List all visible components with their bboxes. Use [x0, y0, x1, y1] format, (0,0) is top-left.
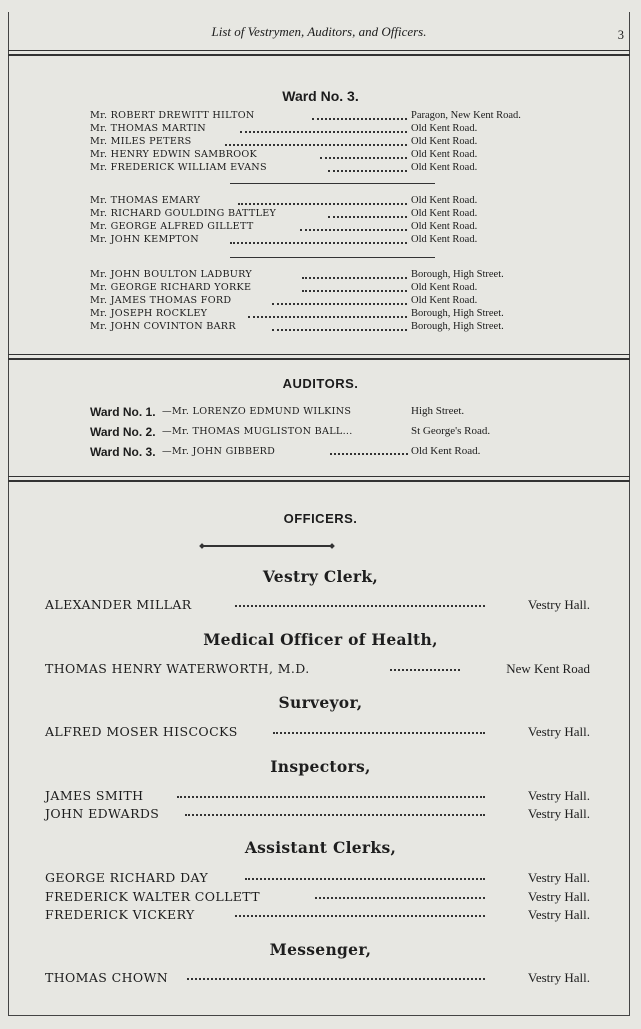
vestryman-row — [90, 269, 560, 282]
officer-name: ALFRED MOSER HISCOCKS — [45, 724, 238, 739]
inspectors-title: Inspectors, — [270, 757, 371, 776]
leader-dots — [185, 814, 485, 816]
leader-dots — [240, 131, 407, 133]
vestryman-name: Mr. RICHARD GOULDING BATTLEY — [90, 208, 277, 219]
auditor-name: —Mr. LORENZO EDMUND WILKINS — [162, 406, 352, 417]
vestryman-name: Mr. JOSEPH ROCKLEY — [90, 308, 208, 319]
auditor-name: —Mr. JOHN GIBBERD — [162, 446, 276, 457]
auditor-row — [90, 405, 550, 420]
medical-officer-title: Medical Officer of Health, — [203, 630, 438, 649]
officer-row — [45, 889, 590, 905]
leader-dots — [272, 303, 407, 305]
auditor-row — [90, 445, 550, 460]
vestryman-name: Mr. FREDERICK WILLIAM EVANS — [90, 162, 267, 173]
officer-address: Vestry Hall. — [527, 788, 590, 803]
assistant-clerks-title: Assistant Clerks, — [244, 838, 397, 857]
vestryman-address: Old Kent Road. — [411, 123, 478, 134]
vestryman-address: Borough, High Street. — [411, 308, 504, 319]
page-number: 3 — [617, 28, 624, 42]
officer-row — [45, 597, 590, 613]
officer-address: Vestry Hall. — [527, 870, 590, 885]
leader-dots — [248, 316, 407, 318]
running-head: List of Vestrymen, Auditors, and Officers. — [211, 24, 427, 39]
auditor-address: St George's Road. — [411, 425, 491, 437]
leader-dots — [230, 242, 407, 244]
vestryman-address: Old Kent Road. — [411, 195, 478, 206]
vestryman-row — [90, 208, 560, 221]
auditor-ward: Ward No. 2. — [90, 425, 156, 439]
vestryman-row — [90, 308, 560, 321]
vestryman-name: Mr. THOMAS MARTIN — [90, 123, 206, 134]
vestryman-name: Mr. HENRY EDWIN SAMBROOK — [90, 149, 258, 160]
vestryman-address: Old Kent Road. — [411, 136, 478, 147]
vestryman-name: Mr. JOHN KEMPTON — [90, 234, 199, 245]
section-rule — [8, 354, 630, 355]
vestryman-row — [90, 136, 560, 149]
leader-dots — [300, 229, 407, 231]
vestryman-address: Old Kent Road. — [411, 234, 478, 245]
vestryman-name: Mr. THOMAS EMARY — [90, 195, 201, 206]
leader-dots — [315, 897, 485, 899]
officer-row — [45, 970, 590, 986]
vestryman-address: Borough, High Street. — [411, 269, 504, 280]
vestryman-name: Mr. GEORGE RICHARD YORKE — [90, 282, 252, 293]
vestryman-address: Old Kent Road. — [411, 221, 478, 232]
section-rule — [8, 476, 630, 477]
leader-dots — [235, 605, 485, 607]
ward-heading: Ward No. 3. — [282, 88, 359, 104]
auditor-ward: Ward No. 3. — [90, 445, 156, 459]
leader-dots — [330, 453, 408, 455]
officer-address: New Kent Road — [506, 661, 590, 676]
leader-dots — [272, 329, 407, 331]
header-rule-double — [8, 54, 630, 56]
section-rule-double — [8, 480, 630, 482]
vestryman-address: Old Kent Road. — [411, 162, 478, 173]
vestryman-name: Mr. ROBERT DREWITT HILTON — [90, 110, 255, 121]
vestryman-row — [90, 149, 560, 162]
officer-name: THOMAS CHOWN — [45, 970, 169, 985]
officer-address: Vestry Hall. — [527, 597, 590, 612]
officer-address: Vestry Hall. — [527, 970, 590, 985]
leader-dots — [225, 144, 407, 146]
officer-row — [45, 724, 590, 740]
leader-dots — [390, 669, 460, 671]
surveyor-title: Surveyor, — [278, 693, 363, 712]
vestryman-row — [90, 282, 560, 295]
vestryman-name: Mr. MILES PETERS — [90, 136, 192, 147]
leader-dots — [328, 170, 407, 172]
officer-name: FREDERICK VICKERY — [45, 907, 195, 922]
section-rule-double — [8, 358, 630, 360]
officer-name: THOMAS HENRY WATERWORTH, M.D. — [45, 661, 310, 676]
officer-address: Vestry Hall. — [527, 889, 590, 904]
group-divider — [230, 183, 435, 184]
group-divider — [230, 257, 435, 258]
officer-row — [45, 788, 590, 804]
officer-address: Vestry Hall. — [527, 907, 590, 922]
vestryman-name: Mr. JOHN COVINTON BARR — [90, 321, 236, 332]
officer-row — [45, 907, 590, 923]
vestryman-row — [90, 123, 560, 136]
leader-dots — [302, 290, 407, 292]
messenger-title: Messenger, — [269, 940, 372, 959]
leader-dots — [302, 277, 407, 279]
vestryman-row — [90, 321, 560, 334]
leader-dots — [312, 118, 407, 120]
ornamental-rule — [202, 545, 332, 547]
vestry-clerk-title: Vestry Clerk, — [262, 567, 379, 586]
leader-dots — [273, 732, 485, 734]
auditor-address: Old Kent Road. — [411, 445, 481, 457]
vestryman-row — [90, 221, 560, 234]
vestryman-address: Borough, High Street. — [411, 321, 504, 332]
vestryman-address: Paragon, New Kent Road. — [411, 110, 521, 121]
officer-name: FREDERICK WALTER COLLETT — [45, 889, 261, 904]
leader-dots — [235, 915, 485, 917]
vestryman-row — [90, 295, 560, 308]
officer-row — [45, 870, 590, 886]
vestryman-row — [90, 110, 560, 123]
vestryman-name: Mr. JAMES THOMAS FORD — [90, 295, 232, 306]
officer-name: JOHN EDWARDS — [45, 806, 160, 821]
vestryman-address: Old Kent Road. — [411, 208, 478, 219]
leader-dots — [245, 878, 485, 880]
officer-name: ALEXANDER MILLAR — [45, 597, 192, 612]
vestryman-name: Mr. JOHN BOULTON LADBURY — [90, 269, 253, 280]
officer-name: GEORGE RICHARD DAY — [45, 870, 209, 885]
auditor-ward: Ward No. 1. — [90, 405, 156, 419]
officer-row — [45, 806, 590, 822]
officer-address: Vestry Hall. — [527, 806, 590, 821]
header-rule — [8, 50, 630, 51]
vestryman-address: Old Kent Road. — [411, 295, 478, 306]
leader-dots — [177, 796, 485, 798]
leader-dots — [320, 157, 407, 159]
vestryman-row — [90, 195, 560, 208]
auditor-row — [90, 425, 550, 440]
vestryman-row — [90, 162, 560, 175]
auditor-address: High Street. — [411, 405, 465, 417]
vestryman-name: Mr. GEORGE ALFRED GILLETT — [90, 221, 254, 232]
officers-heading: OFFICERS. — [283, 511, 358, 526]
auditor-name: —Mr. THOMAS MUGLISTON BALL... — [162, 426, 353, 437]
leader-dots — [328, 216, 407, 218]
officer-row — [45, 661, 590, 677]
leader-dots — [238, 203, 407, 205]
vestryman-address: Old Kent Road. — [411, 149, 478, 160]
auditors-heading: AUDITORS. — [282, 376, 359, 391]
vestryman-row — [90, 234, 560, 247]
leader-dots — [187, 978, 485, 980]
officer-name: JAMES SMITH — [45, 788, 144, 803]
officer-address: Vestry Hall. — [527, 724, 590, 739]
vestryman-address: Old Kent Road. — [411, 282, 478, 293]
